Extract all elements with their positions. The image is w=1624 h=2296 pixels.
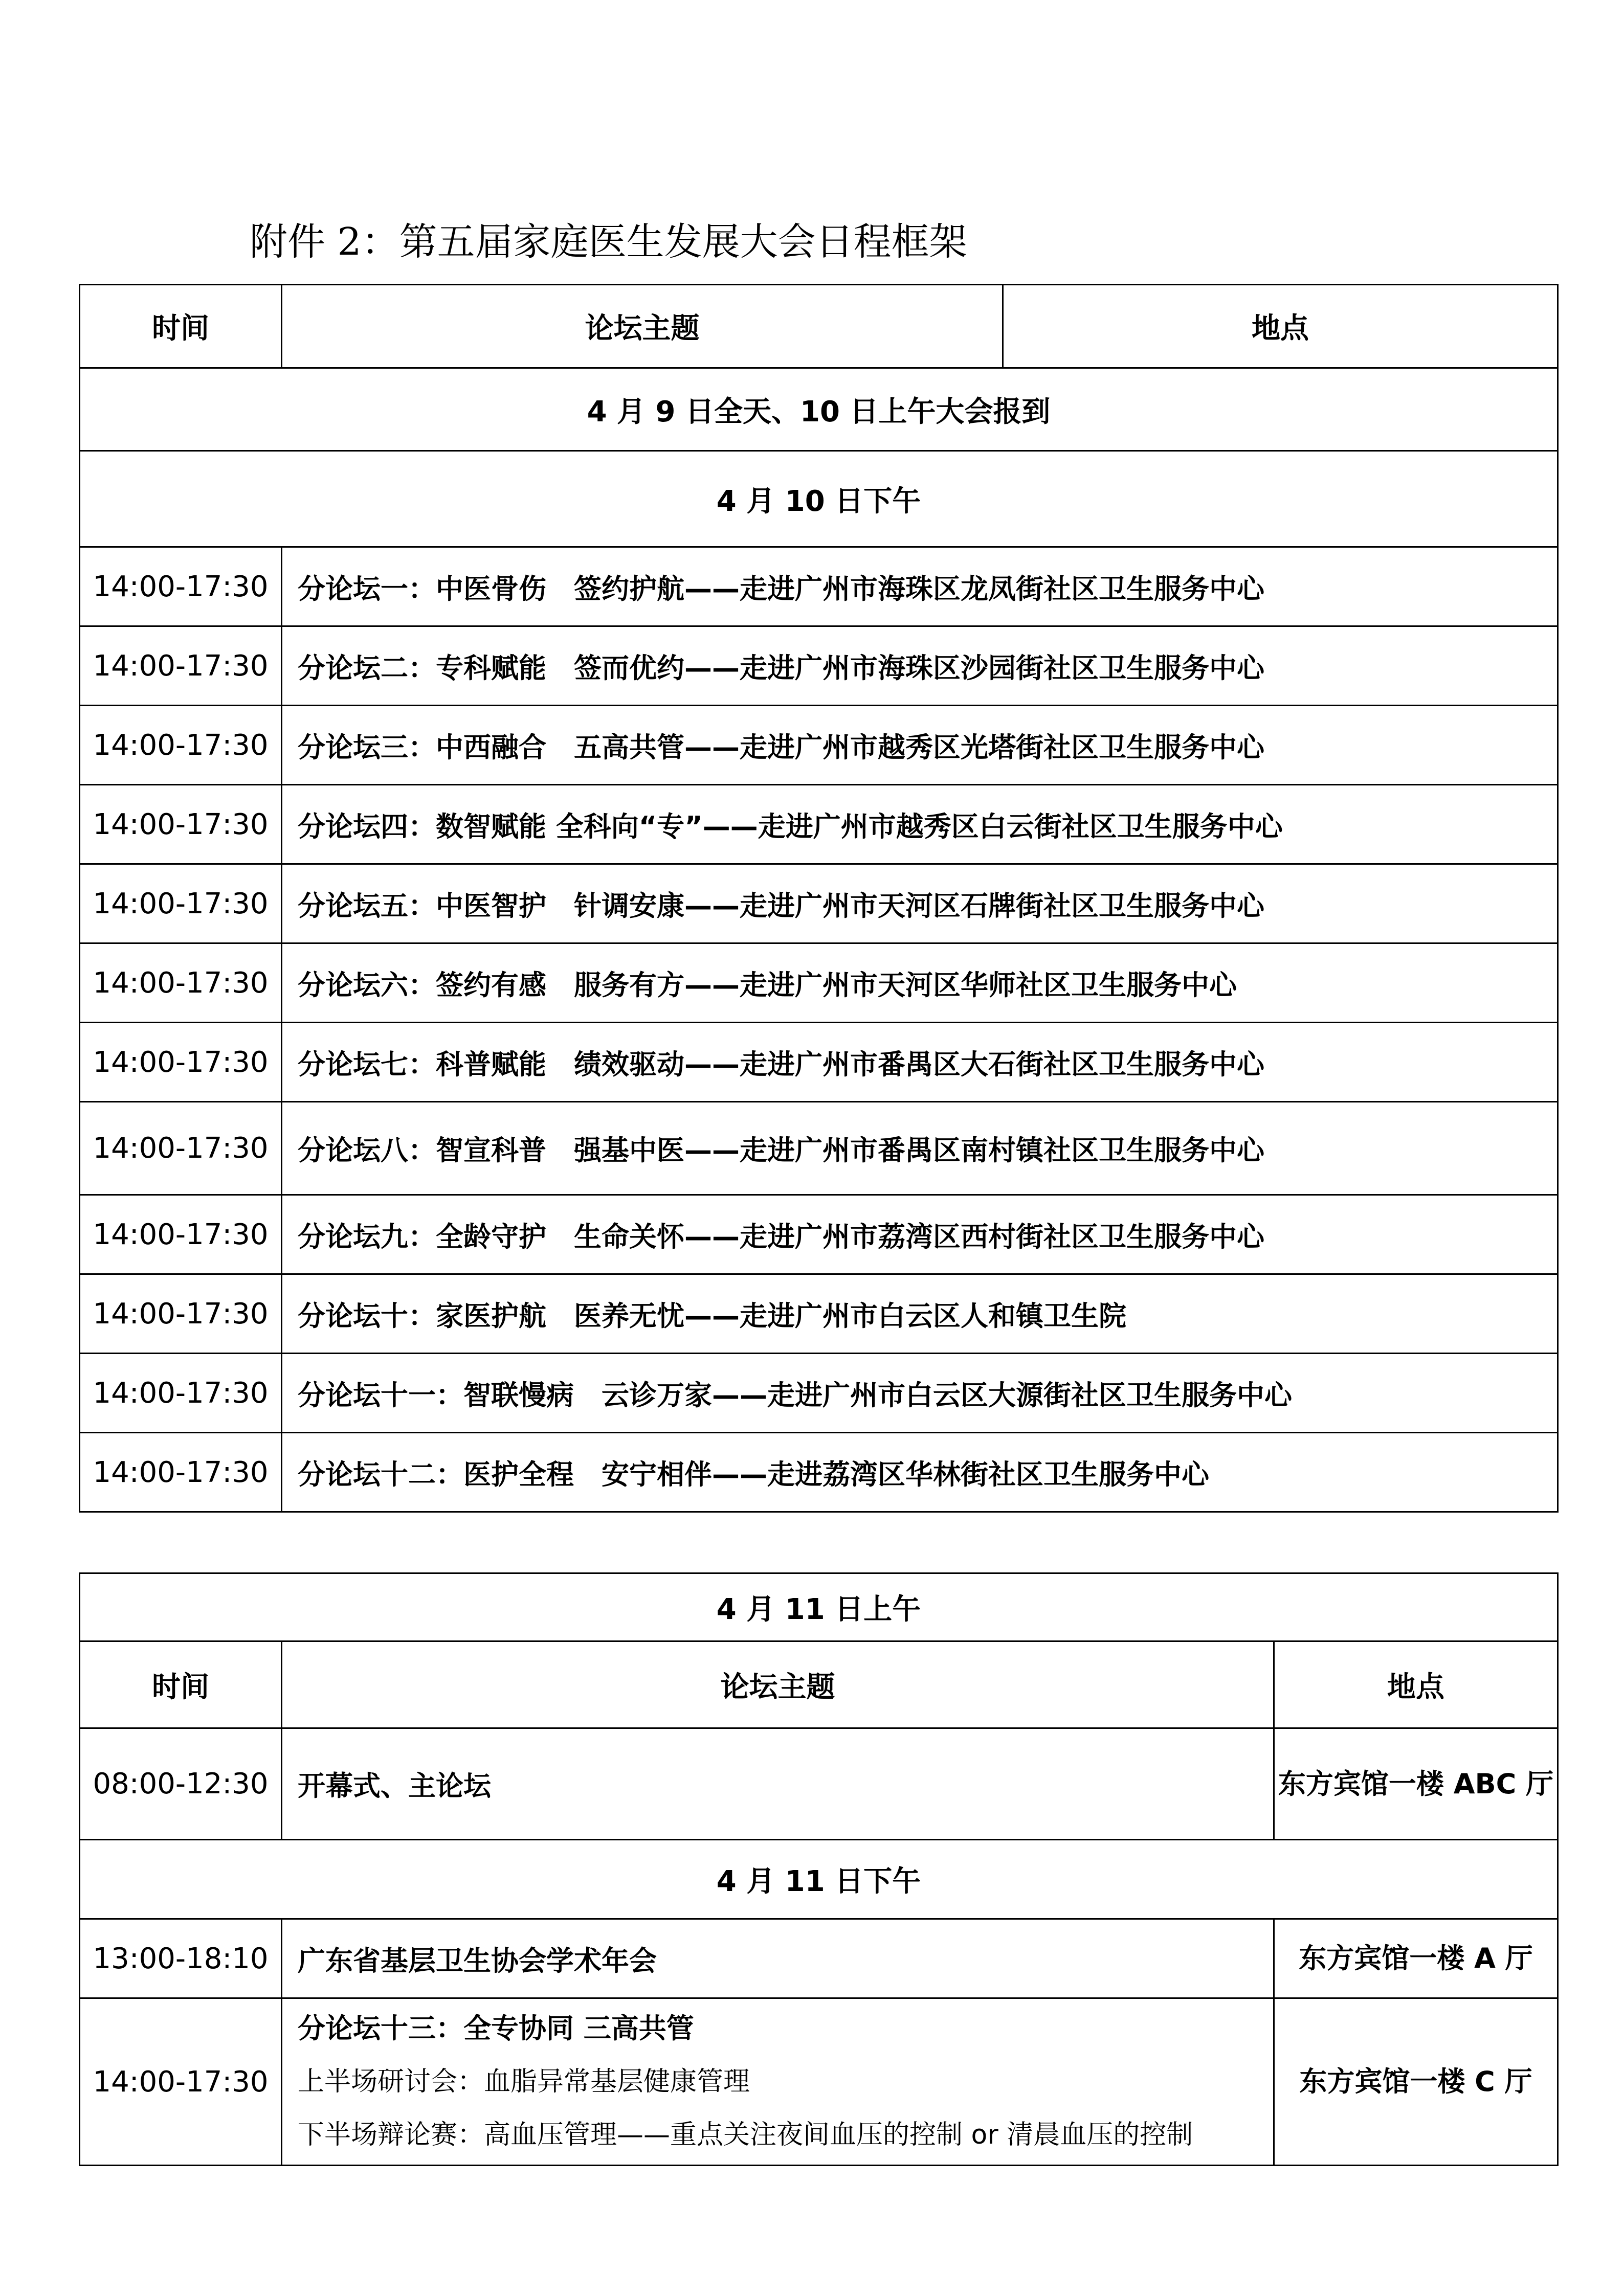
row-topic: 分论坛三：中西融合 五高共管——走进广州市越秀区光塔街社区卫生服务中心	[282, 706, 1558, 785]
row-topic: 分论坛八：智宣科普 强基中医——走进广州市番禺区南村镇社区卫生服务中心	[282, 1102, 1558, 1195]
row-topic: 分论坛九：全龄守护 生命关怀——走进广州市荔湾区西村街社区卫生服务中心	[282, 1195, 1558, 1274]
banner-row-apr11-am	[80, 1573, 1558, 1641]
document-title: 附件 2：第五届家庭医生发展大会日程框架	[250, 220, 967, 264]
banner-apr11-morning: 4 月 11 日上午	[80, 1573, 1558, 1641]
row-topic: 分论坛七：科普赋能 绩效驱动——走进广州市番禺区大石街社区卫生服务中心	[282, 1023, 1558, 1102]
row-topic: 分论坛五：中医智护 针调安康——走进广州市天河区石牌街社区卫生服务中心	[282, 864, 1558, 943]
row-topic: 分论坛十二：医护全程 安宁相伴——走进荔湾区华林街社区卫生服务中心	[282, 1433, 1558, 1512]
row-time: 14:00-17:30	[80, 626, 282, 706]
table-row	[80, 1919, 1558, 1998]
table-row	[80, 547, 1558, 626]
table-row	[80, 1998, 1558, 2166]
row-time: 08:00-12:30	[80, 1728, 282, 1840]
row-time: 14:00-17:30	[80, 1195, 282, 1274]
row-location: 东方宾馆一楼 A 厅	[1274, 1919, 1558, 1998]
row-topic: 分论坛一：中医骨伤 签约护航——走进广州市海珠区龙凤街社区卫生服务中心	[282, 547, 1558, 626]
table-row	[80, 626, 1558, 706]
row-time: 14:00-17:30	[80, 1102, 282, 1195]
header-time: 时间	[80, 285, 282, 368]
row-time: 14:00-17:30	[80, 1274, 282, 1354]
schedule-table-apr9-10	[79, 284, 1559, 1513]
row-time: 14:00-17:30	[80, 1354, 282, 1433]
row-time: 14:00-17:30	[80, 706, 282, 785]
header-location: 地点	[1274, 1641, 1558, 1728]
header-topic: 论坛主题	[282, 285, 1003, 368]
row-location: 东方宾馆一楼 C 厅	[1274, 1998, 1558, 2166]
forum13-title: 分论坛十三：全专协同 三高共管	[298, 2012, 694, 2044]
header-time: 时间	[80, 1641, 282, 1728]
table-row	[80, 1195, 1558, 1274]
table-header-row	[80, 285, 1558, 368]
banner-row-apr10-pm	[80, 451, 1558, 547]
table-row	[80, 706, 1558, 785]
header-topic: 论坛主题	[282, 1641, 1274, 1728]
banner-row-registration	[80, 368, 1558, 451]
forum13-session1: 上半场研讨会：血脂异常基层健康管理	[298, 2066, 750, 2097]
row-time: 14:00-17:30	[80, 943, 282, 1023]
table-row	[80, 1433, 1558, 1512]
table-row	[80, 1354, 1558, 1433]
table-row	[80, 785, 1558, 864]
row-topic: 分论坛二：专科赋能 签而优约——走进广州市海珠区沙园街社区卫生服务中心	[282, 626, 1558, 706]
row-location: 东方宾馆一楼 ABC 厅	[1274, 1728, 1558, 1840]
row-time: 13:00-18:10	[80, 1919, 282, 1998]
row-time: 14:00-17:30	[80, 864, 282, 943]
table-row	[80, 1728, 1558, 1840]
banner-apr10-afternoon: 4 月 10 日下午	[80, 451, 1558, 547]
row-topic: 分论坛十一：智联慢病 云诊万家——走进广州市白云区大源街社区卫生服务中心	[282, 1354, 1558, 1433]
banner-registration: 4 月 9 日全天、10 日上午大会报到	[80, 368, 1558, 451]
row-topic: 分论坛四：数智赋能 全科向“专”——走进广州市越秀区白云街社区卫生服务中心	[282, 785, 1558, 864]
table-header-row	[80, 1641, 1558, 1728]
row-time: 14:00-17:30	[80, 1433, 282, 1512]
row-topic: 分论坛六：签约有感 服务有方——走进广州市天河区华师社区卫生服务中心	[282, 943, 1558, 1023]
table-row	[80, 864, 1558, 943]
banner-row-apr11-pm	[80, 1840, 1558, 1919]
row-time: 14:00-17:30	[80, 785, 282, 864]
row-topic: 开幕式、主论坛	[282, 1728, 1274, 1840]
forum13-session2: 下半场辩论赛：高血压管理——重点关注夜间血压的控制 or 清晨血压的控制	[298, 2120, 1193, 2150]
row-topic-detail	[282, 1998, 1274, 2166]
row-topic: 广东省基层卫生协会学术年会	[282, 1919, 1274, 1998]
row-topic: 分论坛十：家医护航 医养无忧——走进广州市白云区人和镇卫生院	[282, 1274, 1558, 1354]
table-row	[80, 943, 1558, 1023]
schedule-table-apr11	[79, 1572, 1559, 2166]
table-row	[80, 1023, 1558, 1102]
header-location: 地点	[1003, 285, 1558, 368]
table-row	[80, 1102, 1558, 1195]
row-time: 14:00-17:30	[80, 547, 282, 626]
row-time: 14:00-17:30	[80, 1023, 282, 1102]
banner-apr11-afternoon: 4 月 11 日下午	[80, 1840, 1558, 1919]
table-row	[80, 1274, 1558, 1354]
row-time: 14:00-17:30	[80, 1998, 282, 2166]
